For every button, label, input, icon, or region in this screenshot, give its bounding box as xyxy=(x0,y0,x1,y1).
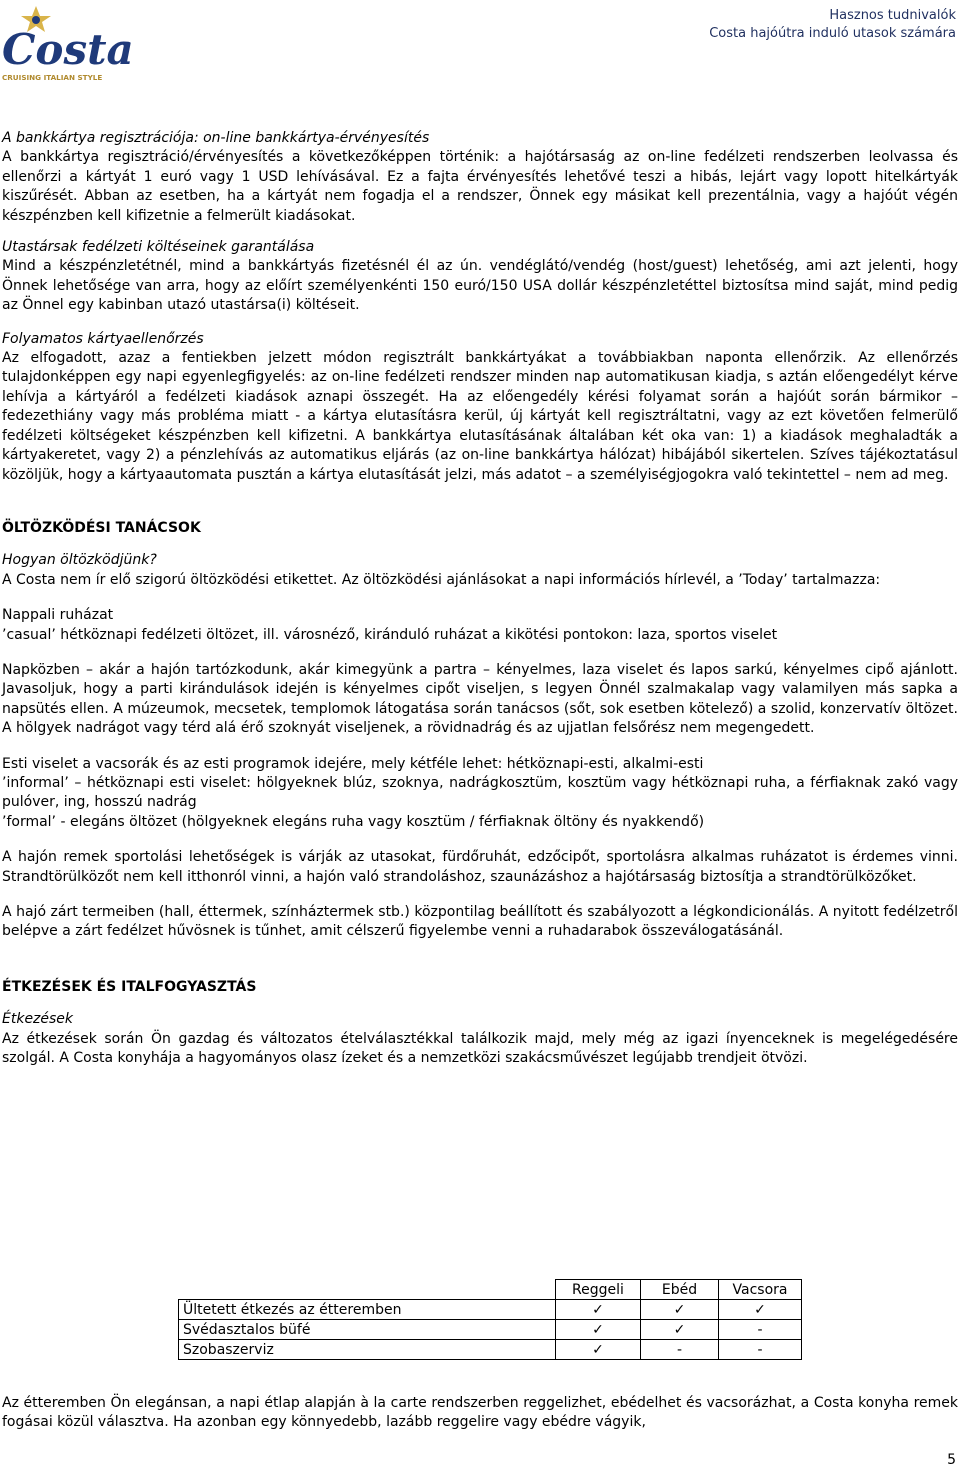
col-header-dinner: Vacsora xyxy=(719,1280,802,1300)
check-icon: ✓ xyxy=(556,1340,641,1360)
meal-options-table xyxy=(178,1279,802,1360)
col-header-breakfast: Reggeli xyxy=(556,1280,641,1300)
col-header-lunch: Ebéd xyxy=(641,1280,719,1300)
ac-text: A hajó zárt termeiben (hall, éttermek, színháztermek stb.) központilag beállított és szabályozott a légkondicionálás. A nyitott fedélzetről belépve a zárt fedélzet hűvösnek is tűnhet, amit célszerű figyelembe venni a ruhadarabok összeválogatásánál. xyxy=(2,904,958,940)
svg-text:CRUISING ITALIAN STYLE: CRUISING ITALIAN STYLE xyxy=(2,73,103,82)
dress-question-title: Hogyan öltözködjünk? xyxy=(2,552,157,569)
table-header-row xyxy=(179,1280,802,1300)
food-heading: ÉTKEZÉSEK ÉS ITALFOGYASZTÁS xyxy=(2,978,257,995)
dress-heading: ÖLTÖZKÖDÉSI TANÁCSOK xyxy=(2,519,201,536)
day-wear-title: Nappali ruházat xyxy=(2,607,114,624)
guarantee-title: Utastársak fedélzeti költéseinek garantálása xyxy=(2,239,315,256)
table-row xyxy=(179,1320,802,1340)
table-cell: - xyxy=(719,1320,802,1340)
check-icon: ✓ xyxy=(641,1300,719,1320)
main-content xyxy=(2,129,958,1068)
formal-text: ’formal’ - elegáns öltözet (hölgyeknek elegáns ruha vagy kosztüm / férfiaknak öltöny és nyakkendő) xyxy=(2,813,705,830)
check-title: Folyamatos kártyaellenőrzés xyxy=(2,330,204,347)
restaurant-text: Az étteremben Ön elegánsan, a napi étlap alapján à la carte rendszerben reggelizhet, ebédelhet és vacsorázhat, a Costa konyha remek fogásai közül választva. Ha azonban egy könnyedebb, lazább reggelire vagy ebédre vágyik, xyxy=(2,1395,958,1431)
restaurant-text-block xyxy=(2,1380,958,1447)
row-label: Ültetett étkezés az étteremben xyxy=(179,1300,556,1320)
row-label: Svédasztalos büfé xyxy=(179,1320,556,1340)
guarantee-text: Mind a készpénzletétnél, mind a bankkártyás fizetésnél él az ún. vendéglátó/vendég (host/guest) lehetőség, ami azt jelenti, hogy Önnek lehetősége van arra, hogy az előírt személyenkénti 150 euró/150 USA dollár készpénzletéttel biztosítsa mind saját, mind pedig az Önnel egy kabinban utazó utastársa(i) költéseit. xyxy=(2,258,958,314)
card-reg-text: A bankkártya regisztráció/érvényesítés a következőképpen történik: a hajótársaság az on-line fedélzeti rendszerben leolvassa és ellenőrzi a kártyát 1 euró vagy 1 USD lehívásával. Ez a fajta érvényesítés lehetővé teszi a hibás, lejárt vagy lopott hitelkártyák kiszűrését. Abban az esetben, ha a kártyát nem fogadja el a rendszer, Önnek egy másikat kell prezentálnia, vagy a hajóút végén készpénzben kell kifizetnie a felmerült kiadásokat. xyxy=(2,149,958,224)
day-wear-text: ’casual’ hétköznapi fedélzeti öltözet, ill. városnéző, kiránduló ruházat a kikötési pontokon: laza, sportos viselet xyxy=(2,626,778,643)
check-icon: ✓ xyxy=(719,1300,802,1320)
header-line-2: Costa hajóútra induló utasok számára xyxy=(709,26,956,41)
row-label: Szobaszerviz xyxy=(179,1340,556,1360)
header-line-1: Hasznos tudnivalók xyxy=(829,8,956,23)
table-cell: - xyxy=(641,1340,719,1360)
running-header xyxy=(709,7,956,43)
informal-text: ’informal’ – hétköznapi esti viselet: hölgyeknek blúz, szoknya, nadrágkosztüm, kosztüm vagy hétköznapi ruha, a férfiaknak zakó vagy pulóver, ing, hosszú nadrág xyxy=(2,774,958,811)
costa-logo xyxy=(0,2,134,82)
card-reg-title: A bankkártya regisztrációja: on-line bankkártya-érvényesítés xyxy=(2,130,430,146)
sport-text: A hajón remek sportolási lehetőségek is várják az utasokat, fürdőruhát, edzőcipőt, sportolásra alkalmas ruházatot is érdemes vinni. Strandtörülközőt nem kell itthonról vinni, a hajón való strandoláshoz, szaunázáshoz a hajótársaság biztosítja a strandtörülközőket. xyxy=(2,849,958,885)
dress-question-text: A Costa nem ír elő szigorú öltözködési etikettet. Az öltözködési ajánlásokat a napi információs hírlevél, a ’Today’ tartalmazza: xyxy=(2,571,881,588)
check-text: Az elfogadott, azaz a fentiekben jelzett módon regisztrált bankkártyákat a továbbiakban naponta ellenőrzik. Az ellenőrzés tulajdonképpen egy napi egyenlegfigyelés: az on-line fedélzeti rendszer minden nap automatikusan kiadja, s aztán előengedélyt kérve lehívja a kártyáról a fedélzeti kiadások aznapi összegét. Ha az előengedély kérési folyamat során a hajóút során bármikor – fedezethiány vagy más probléma miatt - a kártya elutasításra kerül, új kártyát kell regisztráltatni, vagy az ezt követően felmerülő fedélzeti költségeket készpénzben kell kifizetni. A bankkártya elutasításának általában két oka van: 1) a kiadások meghaladták a kártyakeretet, vagy 2) a pénzlehívás az automatikus eljárás (az on-line bankkártya hálózat) hibájából sikertelen. Szíves tájékoztatásul közöljük, hogy a kártyaautomata pusztán a kártya elutasítását jelzi, más adatot – a személyiségjogokra való tekintettel – nem ad meg. xyxy=(2,350,958,483)
table-row xyxy=(179,1300,802,1320)
meals-title: Étkezések xyxy=(2,1011,74,1028)
page-number: 5 xyxy=(947,1452,956,1468)
check-icon: ✓ xyxy=(641,1320,719,1340)
table-cell: - xyxy=(719,1340,802,1360)
meals-text: Az étkezések során Ön gazdag és változatos ételválasztékkal találkozik majd, mely még az igazi ínyenceknek is megelégedésére szolgál. A Costa konyhája a hagyományos olasz ízeket és a nemzetközi szakácsművészet legújabb trendjeit ötvözi. xyxy=(2,1030,958,1067)
check-icon: ✓ xyxy=(556,1300,641,1320)
svg-text:Costa: Costa xyxy=(2,25,134,74)
check-icon: ✓ xyxy=(556,1320,641,1340)
daytime-text: Napközben – akár a hajón tartózkodunk, akár kimegyünk a partra – kényelmes, laza viselet és lapos sarkú, kényelmes cipő ajánlott. Javasoljuk, hogy a parti kirándulások idején is kényelmes cipőt viseljen, s legyen Önnél szalmakalap vagy valamilyen más sapka a napsütés ellen. A múzeumok, mecsetek, templomok látogatása során tanácsos (sőt, sok esetben kötelező) a szolid, konzervatív öltözet. A hölgyek nadrágot vagy térd alá érő szoknyát viseljenek, a rövidnadrág és az ujjatlan felsőrész nem megengedett. xyxy=(2,661,958,737)
table-row xyxy=(179,1340,802,1360)
evening-text: Esti viselet a vacsorák és az esti programok idejére, mely kétféle lehet: hétköznapi-esti, alkalmi-esti xyxy=(2,755,704,772)
